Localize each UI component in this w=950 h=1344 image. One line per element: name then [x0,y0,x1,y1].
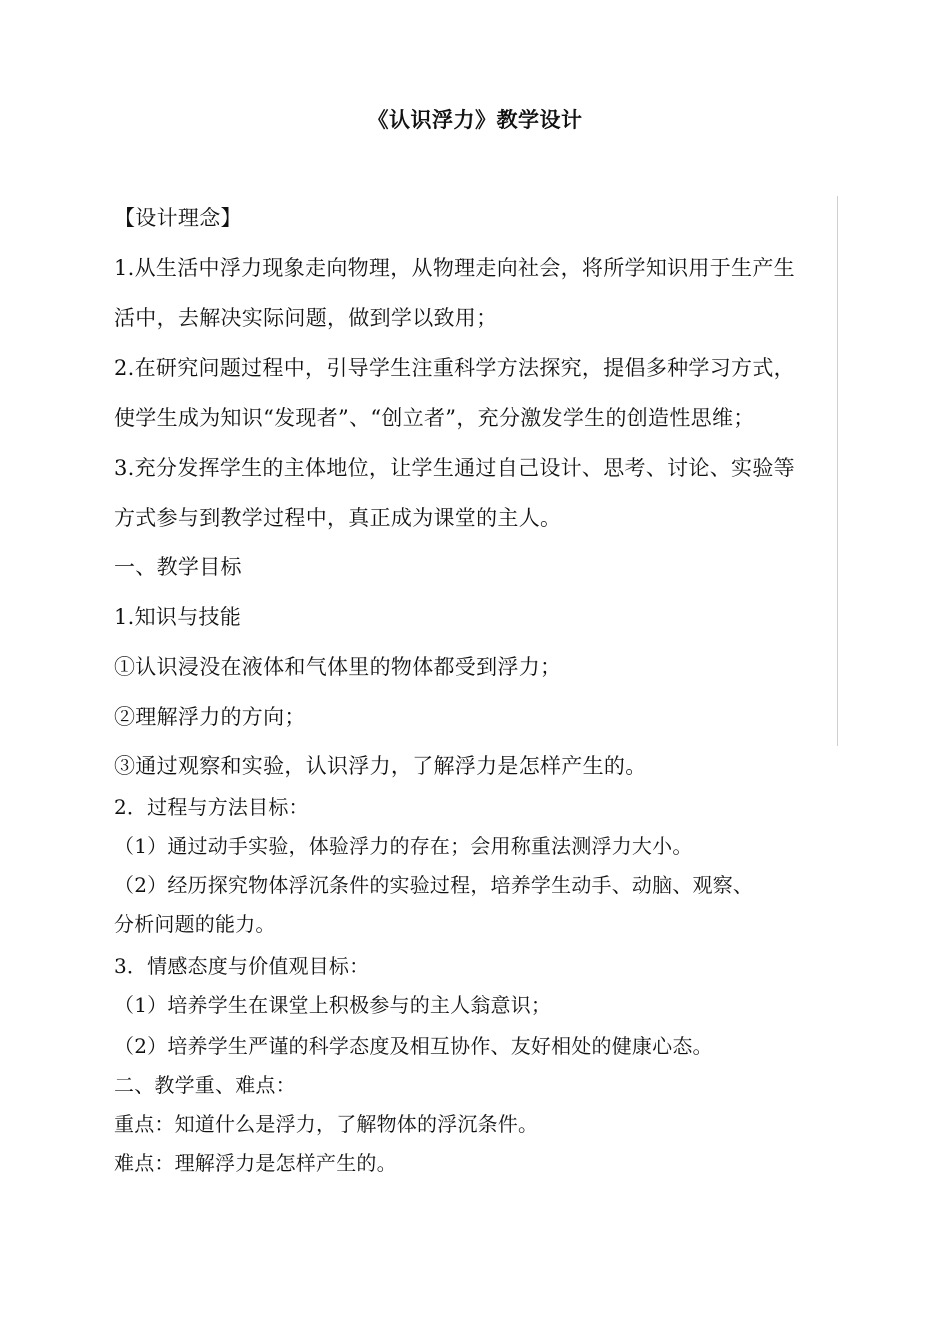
paragraph-line: 2.在研究问题过程中，引导学生注重科学方法探究，提倡多种学习方式， [114,356,795,380]
subheading-attitude-values: 3．情感态度与价值观目标： [114,954,370,978]
subheading-knowledge-skills: 1.知识与技能 [114,605,242,629]
list-item: （1）通过动手实验，体验浮力的存在；会用称重法测浮力大小。 [114,834,693,858]
list-item: （2）经历探究物体浮沉条件的实验过程，培养学生动手、动脑、观察、 [114,873,754,897]
document-title: 《认识浮力》教学设计 [367,108,583,132]
list-item: （2）培养学生严谨的科学态度及相互协作、友好相处的健康心态。 [114,1034,713,1058]
paragraph-line: 分析问题的能力。 [114,912,276,936]
section-heading-design-concept: 【设计理念】 [114,206,242,230]
margin-rule [837,196,838,746]
list-item: ①认识浸没在液体和气体里的物体都受到浮力； [114,655,562,679]
paragraph-line: 方式参与到教学过程中，真正成为课堂的主人。 [114,506,562,530]
paragraph-line: 活中，去解决实际问题，做到学以致用； [114,306,498,330]
paragraph-line: 3.充分发挥学生的主体地位，让学生通过自己设计、思考、讨论、实验等 [114,456,795,480]
section-heading-key-points: 二、教学重、难点： [114,1073,296,1097]
section-heading-teaching-goals: 一、教学目标 [114,555,242,579]
list-item: （1）培养学生在课堂上积极参与的主人翁意识； [114,993,552,1017]
difficult-point: 难点：理解浮力是怎样产生的。 [114,1151,397,1175]
list-item: ②理解浮力的方向； [114,705,306,729]
subheading-process-method: 2．过程与方法目标： [114,795,309,819]
list-item: ③通过观察和实验，认识浮力，了解浮力是怎样产生的。 [114,754,647,778]
paragraph-line: 1.从生活中浮力现象走向物理，从物理走向社会，将所学知识用于生产生 [114,256,795,280]
paragraph-line: 使学生成为知识“发现者”、“创立者”，充分激发学生的创造性思维； [114,406,755,430]
key-point: 重点：知道什么是浮力，了解物体的浮沉条件。 [114,1112,539,1136]
